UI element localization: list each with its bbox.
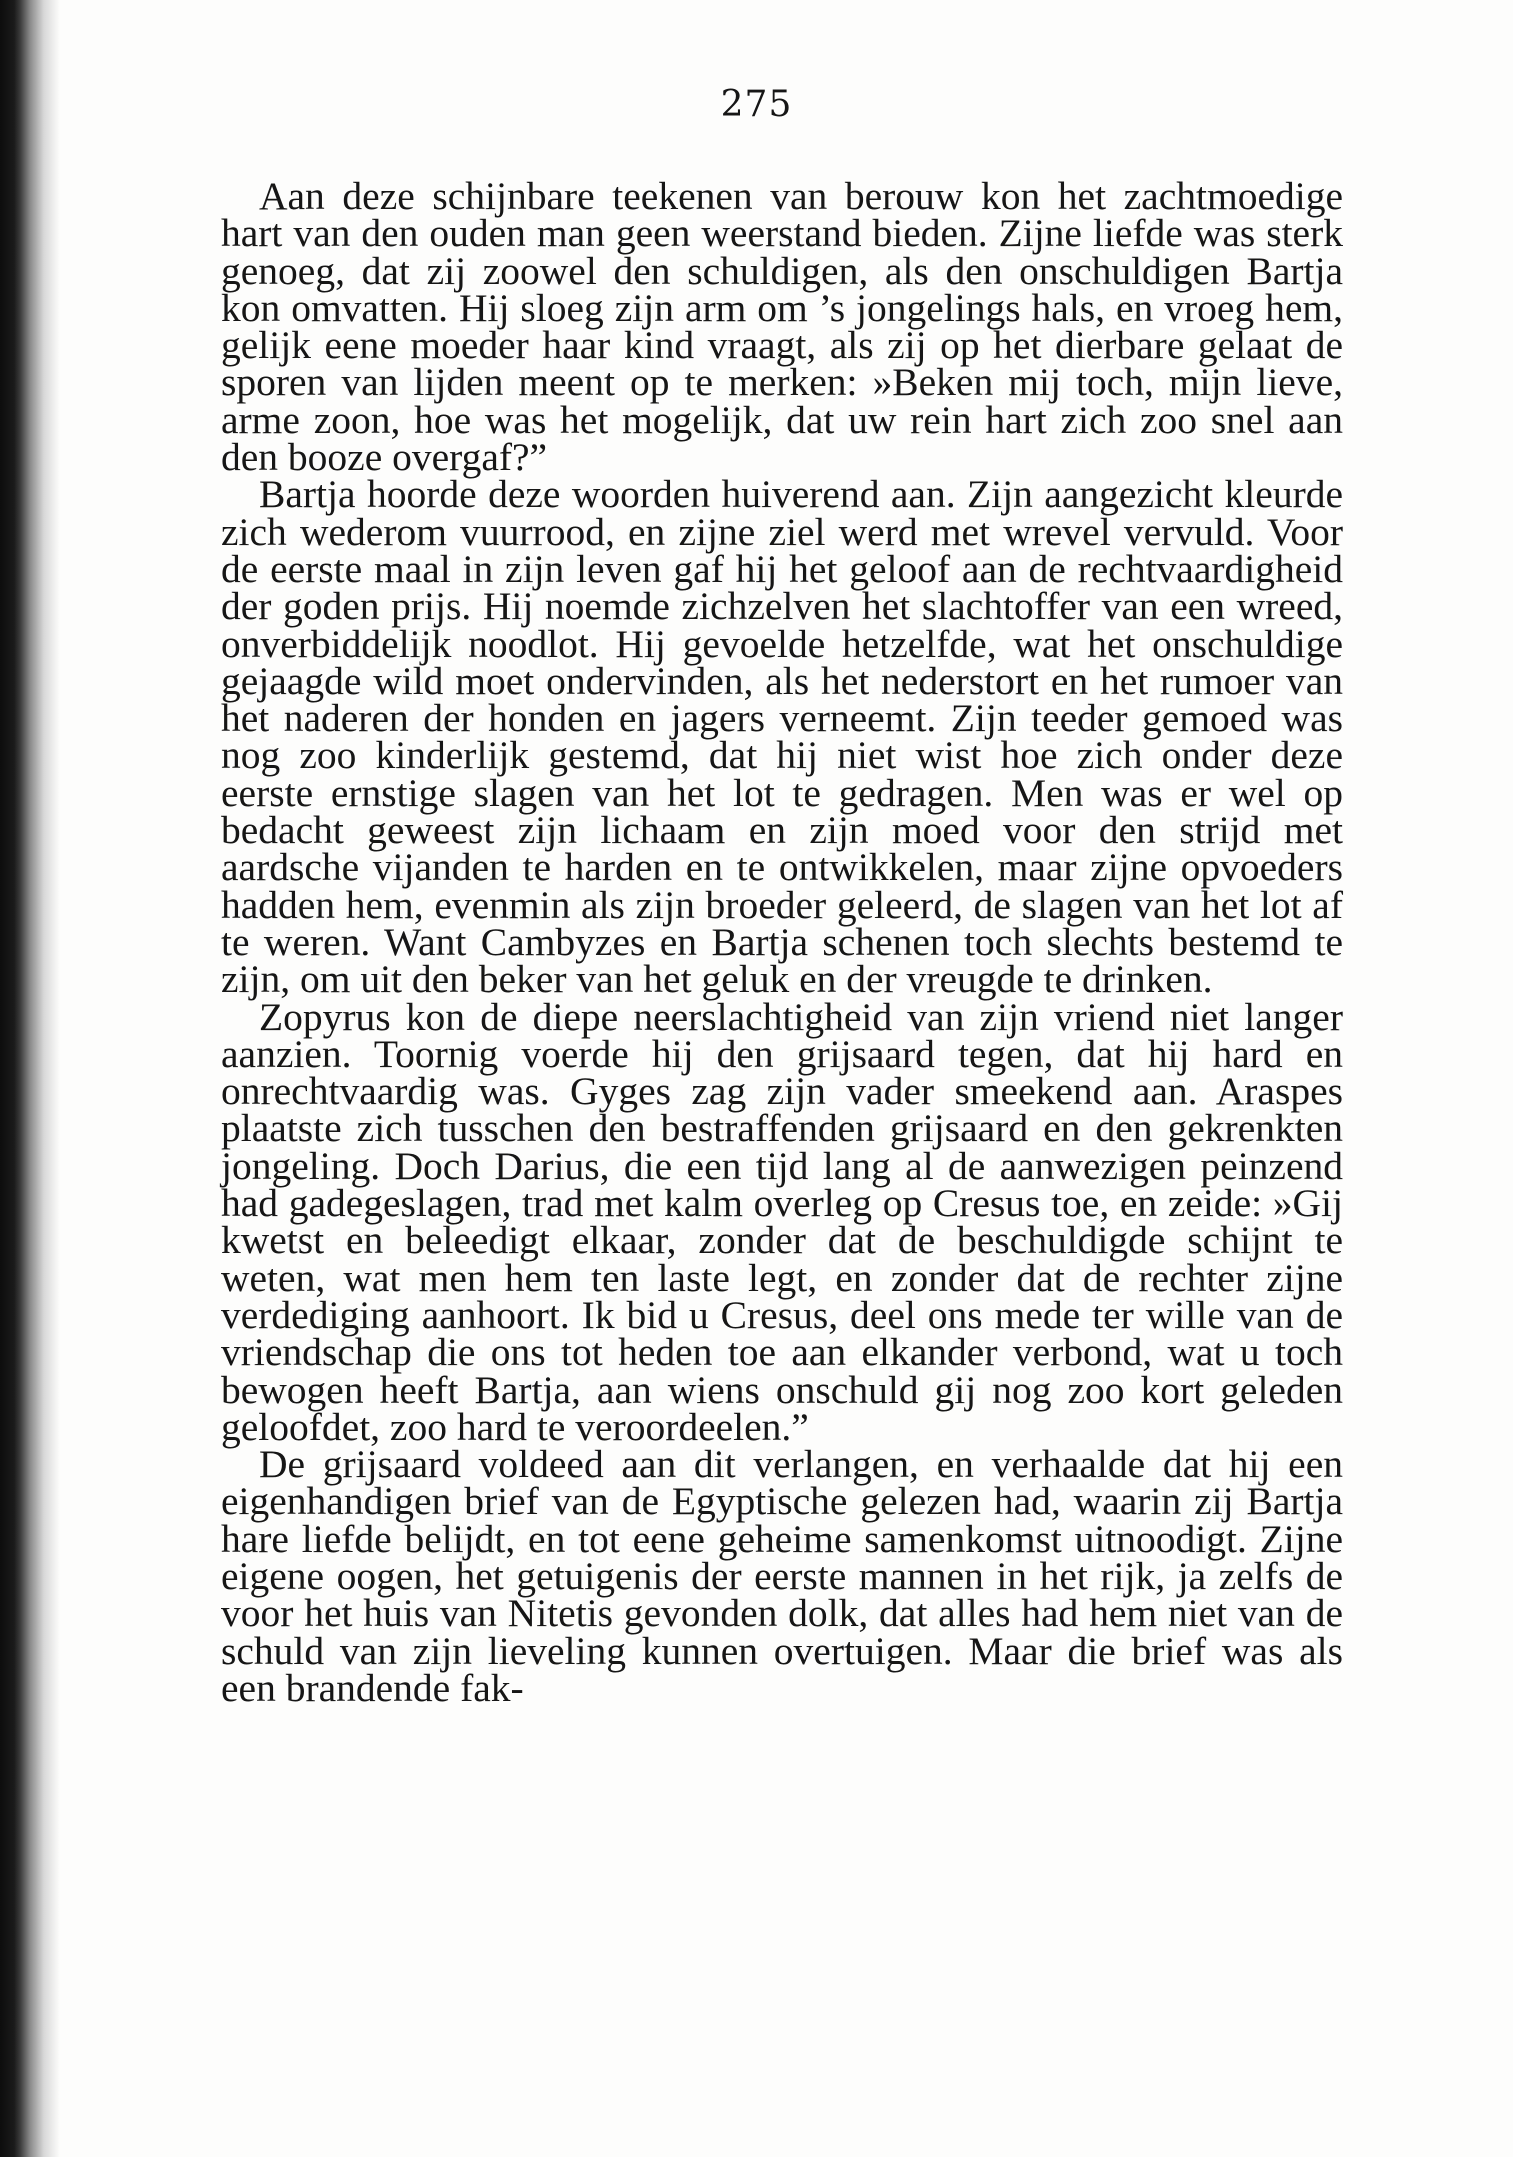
paragraph-1: Aan deze schijnbare teekenen van berouw kon het zachtmoedige hart van den ouden man geen weerstand bieden. Zijne liefde was sterk genoeg, dat zij zoowel den schuldigen, als den onschuldigen Bartja kon omvatten. Hij sloeg zijn arm om ’s jongelings hals, en vroeg hem, gelijk eene moeder haar kind vraagt, als zij op het dierbare gelaat de sporen van lijden meent op te merken: »Beken mij toch, mijn lieve, arme zoon, hoe was het mogelijk, dat uw rein hart zich zoo snel aan den booze overgaf?” <box>221 174 1343 480</box>
paragraph-3: Zopyrus kon de diepe neerslachtigheid van zijn vriend niet langer aanzien. Toornig voerde hij den grijsaard tegen, dat hij hard en onrechtvaardig was. Gyges zag zijn vader smeekend aan. Araspes plaatste zich tusschen den bestraffenden grijsaard en den gekrenkten jongeling. Doch Darius, die een tijd lang al de aanwezigen peinzend had gadegeslagen, trad met kalm overleg op Cresus toe, en zeide: »Gij kwetst en beleedigt elkaar, zonder dat de beschuldigde schijnt te weten, wat men hem ten laste legt, en zonder dat de rechter zijne verdediging aanhoort. Ik bid u Cresus, deel ons mede ter wille van de vriendschap die ons tot heden toe aan elkander verbond, wat u toch bewogen heeft Bartja, aan wiens onschuld gij nog zoo kort geleden geloofdet, zoo hard te veroordeelen.” <box>221 994 1343 1449</box>
body-text <box>221 174 1343 1710</box>
page-number: 275 <box>720 84 793 125</box>
paragraph-2: Bartja hoorde deze woorden huiverend aan. Zijn aangezicht kleurde zich wederom vuurrood, en zijne ziel werd met wrevel vervuld. Voor de eerste maal in zijn leven gaf hij het geloof aan de rechtvaardigheid der goden prijs. Hij noemde zichzelven het slachtoffer van een wreed, onverbiddelijk noodlot. Hij gevoelde hetzelfde, wat het onschuldige gejaagde wild moet ondervinden, als het nederstort en het rumoer van het naderen der honden en jagers verneemt. Zijn teeder gemoed was nog zoo kinderlijk gestemd, dat hij niet wist hoe zich onder deze eerste ernstige slagen van het lot te gedragen. Men was er wel op bedacht geweest zijn lichaam en zijn moed voor den strijd met aardsche vijanden te harden en te ontwikkelen, maar zijne opvoeders hadden hem, evenmin als zijn broeder geleerd, de slagen van het lot af te weren. Want Cambyzes en Bartja schenen toch slechts bestemd te zijn, om uit den beker van het geluk en der vreugde te drinken. <box>221 472 1343 1002</box>
page-binding-edge <box>0 0 60 2157</box>
paragraph-4: De grijsaard voldeed aan dit verlangen, en verhaalde dat hij een eigenhandigen brief van de Egyptische gelezen had, waarin zij Bartja hare liefde belijdt, en tot eene geheime samenkomst uitnoodigt. Zijne eigene oogen, het getuigenis der eerste mannen in het rijk, ja zelfs de voor het huis van Nitetis gevonden dolk, dat alles had hem niet van de schuld van zijn lieveling kunnen overtuigen. Maar die brief was als een brandende fak- <box>221 1442 1343 1710</box>
